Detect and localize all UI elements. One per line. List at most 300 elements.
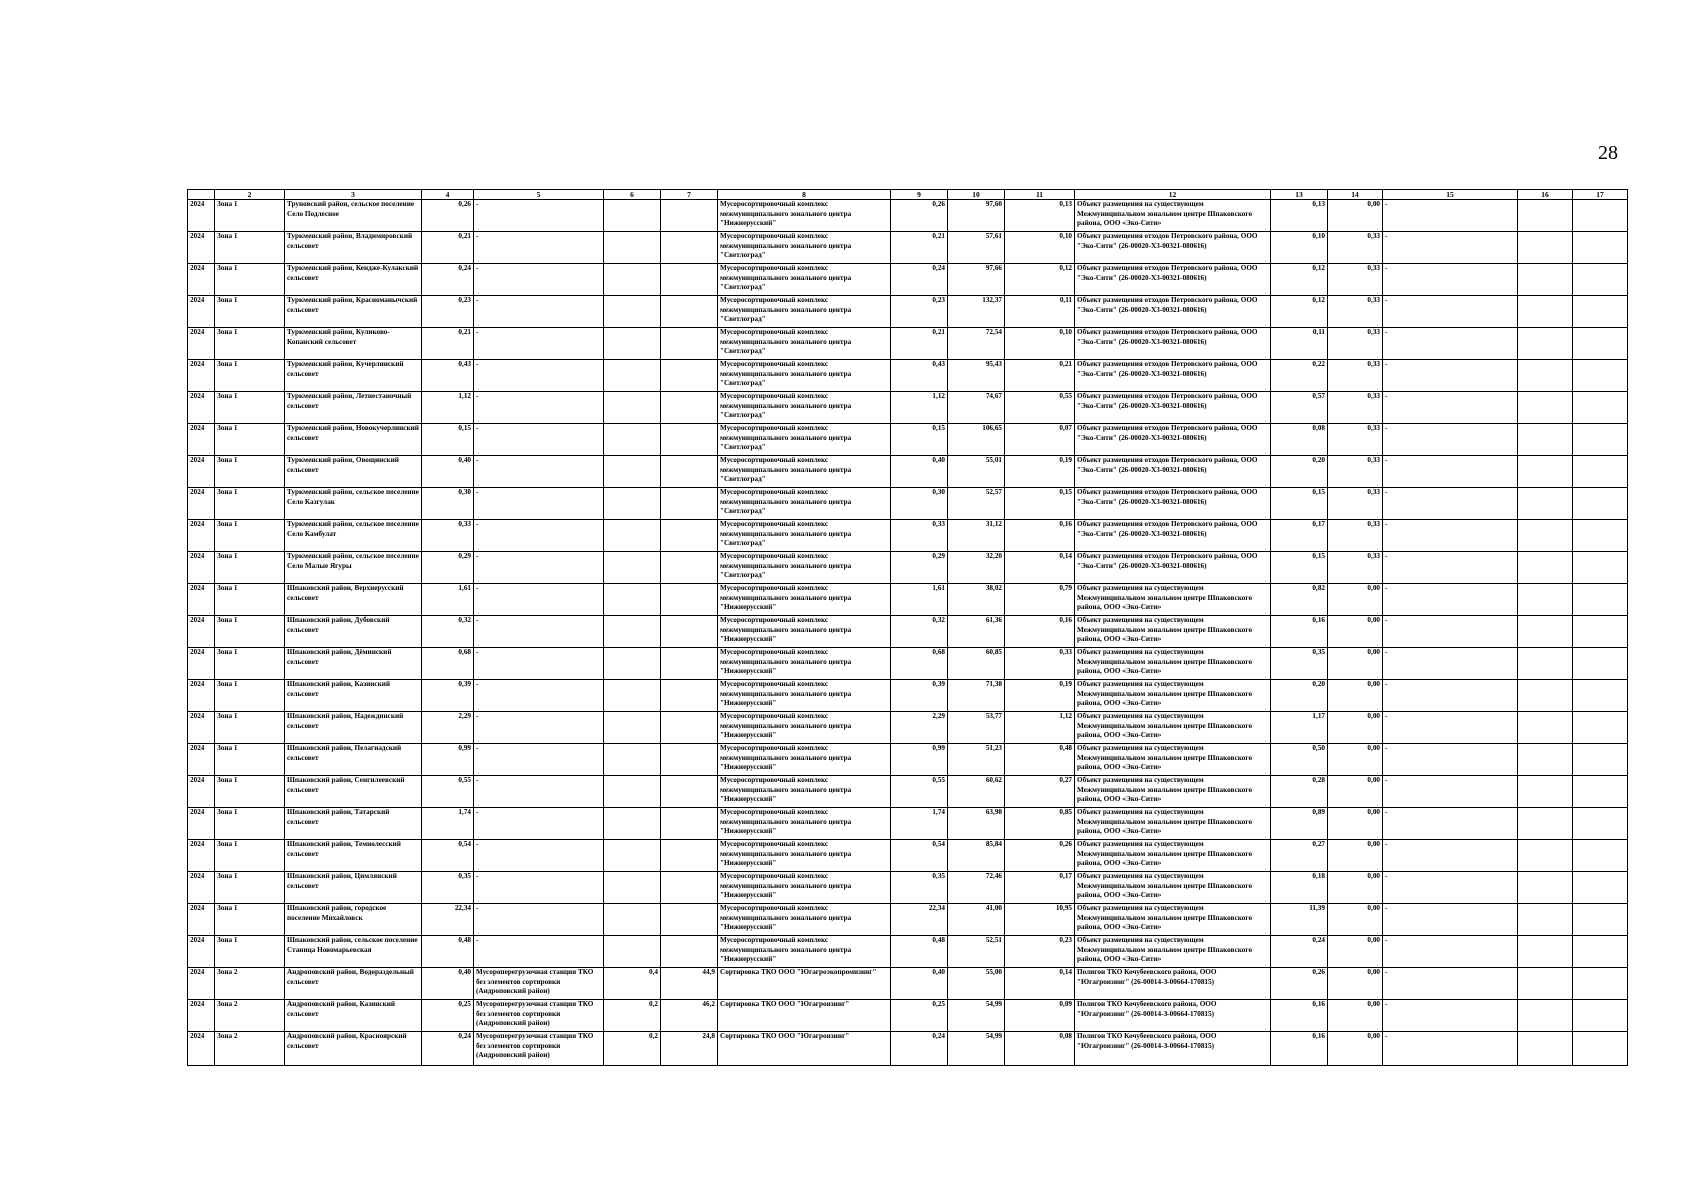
table-row <box>188 776 1628 808</box>
table-cell-col-3 <box>285 840 422 872</box>
table-cell-col-10 <box>948 904 1005 936</box>
table-cell-col-14 <box>1328 776 1383 808</box>
cell-text: 0,23 <box>458 296 471 304</box>
table-cell-col-16 <box>1518 936 1573 968</box>
table-cell-col-2 <box>215 392 285 424</box>
cell-text: Зона 1 <box>217 456 238 464</box>
cell-text: - <box>1385 904 1388 912</box>
table-cell-col-9 <box>891 616 948 648</box>
table-cell-col-9 <box>891 904 948 936</box>
cell-text: 2024 <box>190 264 205 272</box>
table-cell-col-17 <box>1573 904 1628 936</box>
table-cell-col-9 <box>891 520 948 552</box>
table-cell-col-9 <box>891 552 948 584</box>
table-cell-col-10 <box>948 552 1005 584</box>
cell-text: Объект размещения отходов Петровского района, ООО "Эко-Сити" (26-00020-Х3-00321-080616) <box>1077 296 1258 314</box>
table-cell-col-16 <box>1518 744 1573 776</box>
table-cell-col-15 <box>1383 360 1518 392</box>
cell-text: 97,60 <box>985 200 1002 208</box>
table-cell-col-16 <box>1518 712 1573 744</box>
table-cell-col-2 <box>215 1000 285 1032</box>
table-cell-col-17 <box>1573 936 1628 968</box>
cell-text: 0,00 <box>1367 200 1380 208</box>
table-cell-col-3 <box>285 424 422 456</box>
table-cell-col-7 <box>661 936 718 968</box>
cell-text: 0,16 <box>1059 520 1072 528</box>
table-cell-col-11 <box>1005 200 1075 232</box>
table-cell-col-2 <box>215 872 285 904</box>
table-cell-col-1 <box>188 744 215 776</box>
cell-text: 0,13 <box>1059 200 1072 208</box>
cell-text: 0,00 <box>1367 1000 1380 1008</box>
cell-text: Шпаковский район, Пелагиадский сельсовет <box>287 744 402 762</box>
table-cell-col-6 <box>604 456 661 488</box>
cell-text: 0,29 <box>932 552 945 560</box>
table-cell-col-12 <box>1075 488 1271 520</box>
table-cell-col-12 <box>1075 840 1271 872</box>
cell-text: 106,65 <box>982 424 1002 432</box>
cell-text: 53,77 <box>985 712 1002 720</box>
table-cell-col-16 <box>1518 840 1573 872</box>
cell-text: Туркменский район, Владимировский сельсовет <box>287 232 413 250</box>
table-row <box>188 264 1628 296</box>
cell-text: 0,15 <box>1312 552 1325 560</box>
cell-text: 0,89 <box>1312 808 1325 816</box>
table-cell-col-15 <box>1383 392 1518 424</box>
cell-text: 2024 <box>190 424 205 432</box>
cell-text: Мусоросортировочный комплекс межмуниципального зонального центра "Светлоград" <box>720 424 852 452</box>
cell-text: 2024 <box>190 328 205 336</box>
table-cell-col-12 <box>1075 808 1271 840</box>
table-cell-col-8 <box>718 968 891 1000</box>
cell-text: 2024 <box>190 904 205 912</box>
table-cell-col-11 <box>1005 520 1075 552</box>
cell-text: 2024 <box>190 360 205 368</box>
cell-text: 2024 <box>190 552 205 560</box>
table-cell-col-10 <box>948 840 1005 872</box>
table-cell-col-12 <box>1075 232 1271 264</box>
cell-text: 2024 <box>190 584 205 592</box>
table-cell-col-14 <box>1328 936 1383 968</box>
cell-text: - <box>1385 1032 1388 1040</box>
table-cell-col-14 <box>1328 904 1383 936</box>
table-cell-col-4 <box>422 840 474 872</box>
table-cell-col-2 <box>215 296 285 328</box>
cell-text: - <box>1385 1000 1388 1008</box>
table-cell-col-6 <box>604 968 661 1000</box>
cell-text: 2024 <box>190 648 205 656</box>
cell-text: Объект размещения на существующем Межмуниципальном зональном центре Шпаковского района, ООО «Эко-Сити» <box>1077 776 1253 804</box>
cell-text: Зона 1 <box>217 680 238 688</box>
table-cell-col-14 <box>1328 232 1383 264</box>
table-row <box>188 296 1628 328</box>
cell-text: 0,35 <box>458 872 471 880</box>
cell-text: 0,26 <box>1312 968 1325 976</box>
cell-text: 44,9 <box>702 968 715 976</box>
column-header-13: 14 <box>1328 190 1383 200</box>
cell-text: Объект размещения на существующем Межмуниципальном зональном центре Шпаковского района, ООО «Эко-Сити» <box>1077 200 1253 228</box>
table-cell-col-7 <box>661 424 718 456</box>
cell-text: Объект размещения на существующем Межмуниципальном зональном центре Шпаковского района, ООО «Эко-Сити» <box>1077 904 1253 932</box>
table-cell-col-2 <box>215 808 285 840</box>
table-cell-col-1 <box>188 552 215 584</box>
cell-text: 2,29 <box>458 712 471 720</box>
table-cell-col-6 <box>604 584 661 616</box>
cell-text: 0,23 <box>1059 936 1072 944</box>
table-cell-col-12 <box>1075 936 1271 968</box>
table-cell-col-11 <box>1005 424 1075 456</box>
table-cell-col-2 <box>215 840 285 872</box>
table-cell-col-10 <box>948 648 1005 680</box>
table-cell-col-12 <box>1075 872 1271 904</box>
cell-text: Зона 2 <box>217 1032 238 1040</box>
table-cell-col-2 <box>215 328 285 360</box>
cell-text: 0,16 <box>1059 616 1072 624</box>
cell-text: 0,48 <box>932 936 945 944</box>
cell-text: Туркменский район, Куликово-Копанский сельсовет <box>287 328 390 346</box>
table-cell-col-1 <box>188 264 215 296</box>
cell-text: 0,4 <box>649 968 658 976</box>
column-header-11: 12 <box>1075 190 1271 200</box>
table-cell-col-15 <box>1383 232 1518 264</box>
table-cell-col-15 <box>1383 904 1518 936</box>
table-cell-col-2 <box>215 200 285 232</box>
table-cell-col-5 <box>474 808 604 840</box>
cell-text: Мусоросортировочный комплекс межмуниципального зонального центра "Нижнерусский" <box>720 936 852 964</box>
cell-text: - <box>1385 232 1388 240</box>
cell-text: 0,09 <box>1059 1000 1072 1008</box>
cell-text: 0,55 <box>1059 392 1072 400</box>
table-row <box>188 968 1628 1000</box>
table-cell-col-5 <box>474 360 604 392</box>
table-cell-col-4 <box>422 200 474 232</box>
table-cell-col-14 <box>1328 808 1383 840</box>
table-cell-col-4 <box>422 808 474 840</box>
table-cell-col-3 <box>285 328 422 360</box>
table-cell-col-6 <box>604 872 661 904</box>
cell-text: Зона 1 <box>217 744 238 752</box>
cell-text: Зона 1 <box>217 552 238 560</box>
table-cell-col-1 <box>188 712 215 744</box>
table-cell-col-9 <box>891 200 948 232</box>
cell-text: Шпаковский район, Казинский сельсовет <box>287 680 391 698</box>
cell-text: - <box>476 456 479 464</box>
cell-text: 0,33 <box>1059 648 1072 656</box>
table-cell-col-7 <box>661 904 718 936</box>
table-cell-col-11 <box>1005 840 1075 872</box>
cell-text: Мусороперегрузочная станция ТКО без элементов сортировки (Андроповский район) <box>476 1032 594 1060</box>
cell-text: Объект размещения на существующем Межмуниципальном зональном центре Шпаковского района, ООО «Эко-Сити» <box>1077 840 1253 868</box>
cell-text: 0,33 <box>1367 264 1380 272</box>
table-cell-col-17 <box>1573 968 1628 1000</box>
cell-text: 0,85 <box>1059 808 1072 816</box>
cell-text: 0,68 <box>932 648 945 656</box>
table-cell-col-5 <box>474 712 604 744</box>
cell-text: Зона 1 <box>217 232 238 240</box>
table-cell-col-12 <box>1075 1000 1271 1032</box>
cell-text: 0,18 <box>1312 872 1325 880</box>
table-cell-col-2 <box>215 776 285 808</box>
cell-text: Зона 1 <box>217 872 238 880</box>
table-cell-col-7 <box>661 328 718 360</box>
table-cell-col-11 <box>1005 968 1075 1000</box>
table-cell-col-1 <box>188 968 215 1000</box>
table-cell-col-3 <box>285 712 422 744</box>
cell-text: 41,00 <box>985 904 1002 912</box>
cell-text: 2024 <box>190 200 205 208</box>
table-cell-col-12 <box>1075 360 1271 392</box>
table-cell-col-5 <box>474 520 604 552</box>
table-cell-col-3 <box>285 296 422 328</box>
cell-text: 1,12 <box>458 392 471 400</box>
cell-text: 0,35 <box>932 872 945 880</box>
table-cell-col-15 <box>1383 712 1518 744</box>
table-cell-col-4 <box>422 648 474 680</box>
table-cell-col-12 <box>1075 296 1271 328</box>
table-cell-col-11 <box>1005 936 1075 968</box>
cell-text: 32,20 <box>985 552 1002 560</box>
table-cell-col-15 <box>1383 744 1518 776</box>
table-cell-col-11 <box>1005 456 1075 488</box>
cell-text: - <box>476 616 479 624</box>
cell-text: - <box>1385 200 1388 208</box>
cell-text: 0,00 <box>1367 808 1380 816</box>
table-cell-col-12 <box>1075 776 1271 808</box>
table-cell-col-7 <box>661 200 718 232</box>
table-cell-col-1 <box>188 232 215 264</box>
table-cell-col-17 <box>1573 520 1628 552</box>
table-cell-col-10 <box>948 680 1005 712</box>
cell-text: Мусоросортировочный комплекс межмуниципального зонального центра "Нижнерусский" <box>720 584 852 612</box>
table-cell-col-4 <box>422 360 474 392</box>
column-header-9: 10 <box>948 190 1005 200</box>
table-cell-col-11 <box>1005 1032 1075 1066</box>
table-cell-col-14 <box>1328 872 1383 904</box>
table-cell-col-13 <box>1271 424 1328 456</box>
table-cell-col-3 <box>285 232 422 264</box>
table-cell-col-6 <box>604 296 661 328</box>
cell-text: Объект размещения отходов Петровского района, ООО "Эко-Сити" (26-00020-Х3-00321-080616) <box>1077 232 1258 250</box>
table-cell-col-8 <box>718 456 891 488</box>
cell-text: 0,33 <box>458 520 471 528</box>
cell-text: 0,24 <box>932 264 945 272</box>
cell-text: Шпаковский район, Цимлянский сельсовет <box>287 872 397 890</box>
cell-text: - <box>476 872 479 880</box>
cell-text: 0,12 <box>1312 296 1325 304</box>
cell-text: 0,00 <box>1367 840 1380 848</box>
cell-text: 0,11 <box>1312 328 1325 336</box>
cell-text: - <box>1385 488 1388 496</box>
table-cell-col-6 <box>604 392 661 424</box>
table-cell-col-13 <box>1271 456 1328 488</box>
cell-text: Шпаковский район, Надеждинский сельсовет <box>287 712 404 730</box>
cell-text: 0,24 <box>1312 936 1325 944</box>
table-cell-col-8 <box>718 776 891 808</box>
cell-text: Мусоросортировочный комплекс межмуниципального зонального центра "Нижнерусский" <box>720 680 852 708</box>
cell-text: 0,48 <box>1059 744 1072 752</box>
table-cell-col-3 <box>285 872 422 904</box>
cell-text: 52,51 <box>985 936 1002 944</box>
table-cell-col-6 <box>604 712 661 744</box>
table-row <box>188 936 1628 968</box>
table-cell-col-8 <box>718 808 891 840</box>
table-cell-col-11 <box>1005 808 1075 840</box>
cell-text: 52,57 <box>985 488 1002 496</box>
cell-text: 0,25 <box>932 1000 945 1008</box>
cell-text: 0,16 <box>1312 616 1325 624</box>
table-cell-col-13 <box>1271 328 1328 360</box>
cell-text: 0,00 <box>1367 936 1380 944</box>
table-cell-col-10 <box>948 424 1005 456</box>
cell-text: Объект размещения отходов Петровского района, ООО "Эко-Сити" (26-00020-Х3-00321-080616) <box>1077 520 1258 538</box>
cell-text: 0,14 <box>1059 552 1072 560</box>
table-cell-col-13 <box>1271 264 1328 296</box>
cell-text: 2024 <box>190 520 205 528</box>
cell-text: - <box>1385 264 1388 272</box>
cell-text: Мусоросортировочный комплекс межмуниципального зонального центра "Светлоград" <box>720 296 852 324</box>
cell-text: - <box>476 424 479 432</box>
table-cell-col-7 <box>661 744 718 776</box>
table-cell-col-7 <box>661 456 718 488</box>
cell-text: 0,08 <box>1312 424 1325 432</box>
table-cell-col-6 <box>604 616 661 648</box>
table-row <box>188 424 1628 456</box>
cell-text: 0,48 <box>458 936 471 944</box>
table-cell-col-9 <box>891 360 948 392</box>
table-cell-col-7 <box>661 392 718 424</box>
table-cell-col-13 <box>1271 1000 1328 1032</box>
cell-text: 0,00 <box>1367 584 1380 592</box>
cell-text: 2024 <box>190 296 205 304</box>
table-cell-col-17 <box>1573 584 1628 616</box>
cell-text: Зона 1 <box>217 200 238 208</box>
table-cell-col-16 <box>1518 520 1573 552</box>
table-cell-col-8 <box>718 904 891 936</box>
table-cell-col-16 <box>1518 616 1573 648</box>
table-cell-col-8 <box>718 392 891 424</box>
table-cell-col-14 <box>1328 552 1383 584</box>
table-cell-col-7 <box>661 968 718 1000</box>
table-cell-col-15 <box>1383 1032 1518 1066</box>
cell-text: 24,8 <box>702 1032 715 1040</box>
cell-text: 55,01 <box>985 456 1002 464</box>
cell-text: 0,26 <box>458 200 471 208</box>
table-cell-col-10 <box>948 776 1005 808</box>
cell-text: - <box>1385 616 1388 624</box>
cell-text: 1,61 <box>458 584 471 592</box>
table-cell-col-5 <box>474 1032 604 1066</box>
cell-text: 31,12 <box>985 520 1002 528</box>
table-row <box>188 200 1628 232</box>
table-cell-col-16 <box>1518 1000 1573 1032</box>
cell-text: - <box>1385 552 1388 560</box>
cell-text: Объект размещения отходов Петровского района, ООО "Эко-Сити" (26-00020-Х3-00321-080616) <box>1077 552 1258 570</box>
table-cell-col-15 <box>1383 200 1518 232</box>
table-cell-col-14 <box>1328 584 1383 616</box>
table-cell-col-8 <box>718 360 891 392</box>
cell-text: - <box>476 360 479 368</box>
cell-text: Мусоросортировочный комплекс межмуниципального зонального центра "Нижнерусский" <box>720 744 852 772</box>
table-cell-col-3 <box>285 1000 422 1032</box>
cell-text: 0,26 <box>932 200 945 208</box>
table-cell-col-17 <box>1573 296 1628 328</box>
table-cell-col-10 <box>948 520 1005 552</box>
table-cell-col-16 <box>1518 648 1573 680</box>
table-cell-col-2 <box>215 680 285 712</box>
table-cell-col-12 <box>1075 424 1271 456</box>
column-header-14: 15 <box>1383 190 1518 200</box>
cell-text: Мусороперегрузочная станция ТКО без элементов сортировки (Андроповский район) <box>476 968 594 996</box>
table-cell-col-14 <box>1328 264 1383 296</box>
table-cell-col-17 <box>1573 776 1628 808</box>
table-cell-col-14 <box>1328 968 1383 1000</box>
table-cell-col-11 <box>1005 680 1075 712</box>
table-cell-col-7 <box>661 232 718 264</box>
table-cell-col-14 <box>1328 616 1383 648</box>
cell-text: Объект размещения отходов Петровского района, ООО "Эко-Сити" (26-00020-Х3-00321-080616) <box>1077 392 1258 410</box>
cell-text: 0,25 <box>458 1000 471 1008</box>
cell-text: 0,20 <box>1312 456 1325 464</box>
table-cell-col-13 <box>1271 520 1328 552</box>
table-cell-col-14 <box>1328 424 1383 456</box>
cell-text: Туркменский район, Новокучерлинский сельсовет <box>287 424 419 442</box>
column-header-15: 16 <box>1518 190 1573 200</box>
table-cell-col-8 <box>718 520 891 552</box>
table-cell-col-1 <box>188 328 215 360</box>
cell-text: 0,33 <box>1367 488 1380 496</box>
cell-text: 11,39 <box>1309 904 1325 912</box>
cell-text: Объект размещения на существующем Межмуниципальном зональном центре Шпаковского района, ООО «Эко-Сити» <box>1077 872 1253 900</box>
table-cell-col-10 <box>948 360 1005 392</box>
cell-text: - <box>476 552 479 560</box>
cell-text: Объект размещения на существующем Межмуниципальном зональном центре Шпаковского района, ООО «Эко-Сити» <box>1077 808 1253 836</box>
table-cell-col-8 <box>718 1032 891 1066</box>
table-cell-col-7 <box>661 552 718 584</box>
table-cell-col-2 <box>215 1032 285 1066</box>
table-cell-col-5 <box>474 296 604 328</box>
table-cell-col-4 <box>422 488 474 520</box>
table-cell-col-8 <box>718 936 891 968</box>
table-cell-col-8 <box>718 616 891 648</box>
table-cell-col-3 <box>285 1032 422 1066</box>
cell-text: 57,61 <box>985 232 1002 240</box>
table-cell-col-2 <box>215 936 285 968</box>
table-cell-col-6 <box>604 552 661 584</box>
table-cell-col-7 <box>661 520 718 552</box>
cell-text: 2024 <box>190 680 205 688</box>
cell-text: Туркменский район, Кучерлинский сельсовет <box>287 360 404 378</box>
cell-text: 2024 <box>190 872 205 880</box>
cell-text: 0,19 <box>1059 680 1072 688</box>
table-cell-col-2 <box>215 744 285 776</box>
table-cell-col-2 <box>215 232 285 264</box>
table-cell-col-13 <box>1271 584 1328 616</box>
cell-text: - <box>476 328 479 336</box>
table-cell-col-5 <box>474 904 604 936</box>
cell-text: 0,33 <box>1367 296 1380 304</box>
cell-text: 38,02 <box>985 584 1002 592</box>
cell-text: Объект размещения на существующем Межмуниципальном зональном центре Шпаковского района, ООО «Эко-Сити» <box>1077 712 1253 740</box>
table-cell-col-4 <box>422 936 474 968</box>
table-cell-col-6 <box>604 648 661 680</box>
cell-text: 2024 <box>190 488 205 496</box>
table-cell-col-11 <box>1005 328 1075 360</box>
cell-text: - <box>1385 648 1388 656</box>
table-cell-col-3 <box>285 904 422 936</box>
table-cell-col-3 <box>285 776 422 808</box>
cell-text: Мусоросортировочный комплекс межмуниципального зонального центра "Светлоград" <box>720 520 852 548</box>
table-cell-col-7 <box>661 616 718 648</box>
